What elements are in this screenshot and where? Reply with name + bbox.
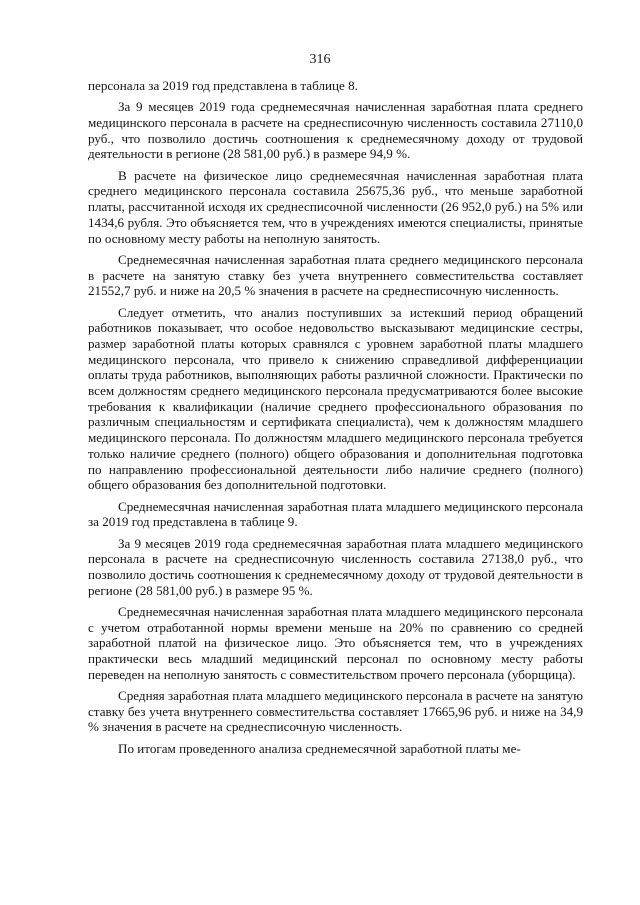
paragraph: Среднемесячная начисленная заработная плата младшего медицинского персонала с учетом отработанной нормы времени меньше на 20% по сравнению со средней заработной платой на физическое лицо. Это объясняется тем, что в учреждениях практически весь младший медицинский персонал по основному месту работы переведен на неполную занятость с совместительством прочего персонала (уборщица). bbox=[88, 603, 583, 682]
paragraph: Среднемесячная начисленная заработная плата младшего медицинского персонала за 2019 год представлена в таблице 9. bbox=[88, 498, 583, 530]
paragraph: По итогам проведенного анализа среднемесячной заработной платы ме- bbox=[118, 740, 521, 756]
paragraph: В расчете на физическое лицо среднемесячная начисленная заработная плата среднего медицинского персонала составила 25675,36 руб., что меньше заработной платы, рассчитанной исходя их среднесписочной численности (26 952,0 руб.) на 5% или 1434,6 рубля. Это объясняется тем, что в учреждениях имеются специалисты, принятые по основному месту работы на неполную занятость. bbox=[88, 167, 583, 246]
paragraph: Среднемесячная начисленная заработная плата среднего медицинского персонала в расчете на занятую ставку без учета внутреннего совместительства составляет 21552,7 руб. и ниже на 20,5 % значения в расчете на среднесписочную численность. bbox=[88, 251, 583, 299]
body-text bbox=[88, 78, 583, 762]
paragraph-continuation: персонала за 2019 год представлена в таблице 8. bbox=[88, 78, 358, 93]
page-number: 316 bbox=[309, 52, 331, 67]
paragraph: Следует отметить, что анализ поступивших за истекший период обращений работников показывает, что особое недовольство высказывают медицинские сестры, размер заработной платы которых сравнялся с уровнем заработной платы младшего медицинского персонала, что привело к снижению справедливой дифференциации оплаты труда работников, выполняющих работы различной сложности. Практически по всем должностям среднего медицинского персонала предусматриваются более высокие требования к квалификации (наличие среднего профессионального образования по различным специальностям и сертификата специалиста), чем к должностям младшего медицинского персонала. По должностям младшего медицинского персонала требуется только наличие среднего (полного) общего образования и дополнительная подготовка по направлению профессиональной деятельности либо наличие среднего (полного) общего образования без дополнительной подготовки. bbox=[88, 304, 583, 493]
paragraph: За 9 месяцев 2019 года среднемесячная начисленная заработная плата среднего медицинского персонала в расчете на среднесписочную численность составила 27110,0 руб., что позволило достичь соотношения к среднемесячному доходу от трудовой деятельности в регионе (28 581,00 руб.) в размере 94,9 %. bbox=[88, 99, 583, 162]
paragraph: Средняя заработная плата младшего медицинского персонала в расчете на занятую ставку без учета внутреннего совместительства составляет 17665,96 руб. и ниже на 34,9 % значения в расчете на среднесписочную численность. bbox=[88, 688, 583, 735]
paragraph: За 9 месяцев 2019 года среднемесячная заработная плата младшего медицинского персонала в расчете на среднесписочную численность составила 27138,0 руб., что позволило достичь соотношения к среднемесячному доходу от трудовой деятельности в регионе (28 581,00 руб.) в размере 95 %. bbox=[88, 535, 583, 598]
